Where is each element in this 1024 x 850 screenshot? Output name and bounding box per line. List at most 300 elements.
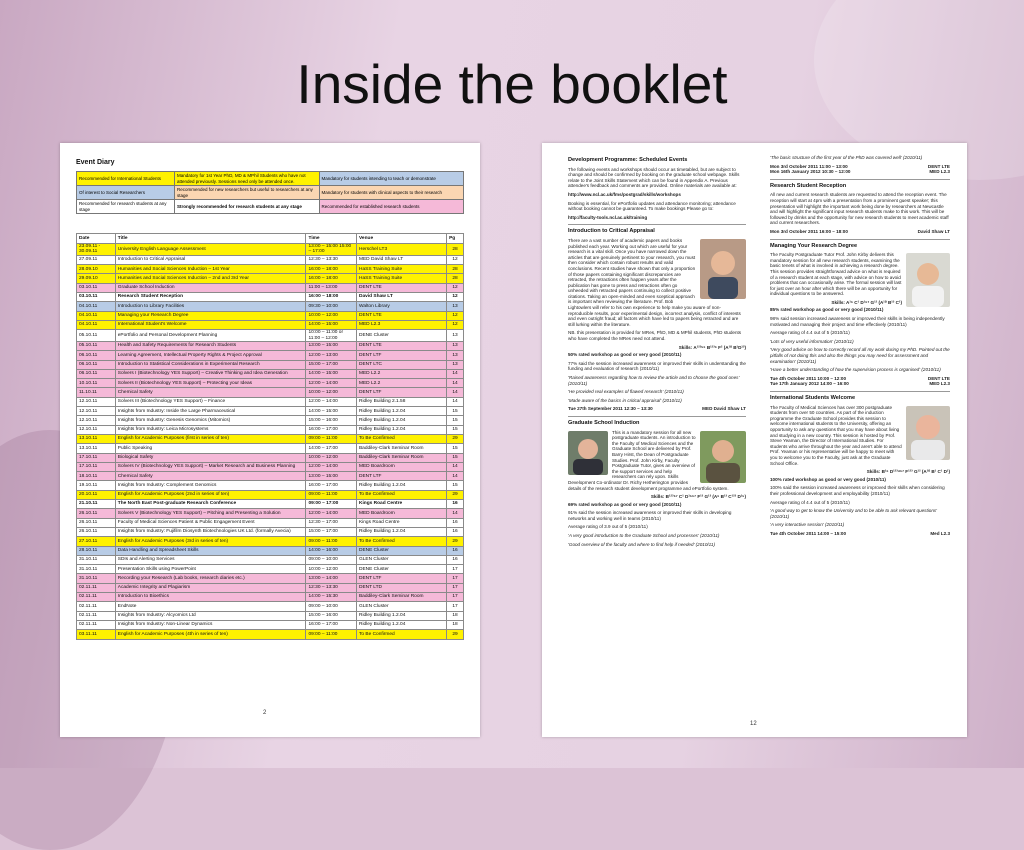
cell-date: 26.10.11	[77, 509, 116, 518]
table-row	[77, 527, 464, 536]
cell-venue: Walton Library	[356, 302, 446, 311]
feedback-quote: 'The basic structure of the first year of the PhD was covered well' (2010/11)	[770, 155, 923, 160]
feedback-quote: 'Have a better understanding of how the supervision process is organised' (2010/11)	[770, 367, 941, 373]
divider	[770, 391, 950, 392]
table-row	[77, 490, 464, 499]
event-venue: Med L2.3	[930, 530, 950, 536]
cell-time: 09:00 – 17:00	[306, 500, 357, 509]
cell-page: 16	[447, 518, 464, 527]
cell-venue: MED Boardroom	[356, 462, 446, 471]
table-row	[77, 351, 464, 360]
event-title-managing-research-degree: Managing Your Research Degree	[770, 242, 858, 249]
cell-time: 12:00 – 14:00	[306, 462, 357, 471]
cell-date: 03.11.11	[77, 630, 116, 639]
event-venue: MED David Shaw LT	[702, 406, 746, 412]
cell-time: 10:00 – 11:00 or 11:00 – 12:00	[306, 330, 357, 342]
cell-title: International Student's Welcome	[115, 320, 306, 329]
cell-page: 14	[447, 509, 464, 518]
legend-cell: Recommended for established research students	[319, 200, 464, 214]
cell-title: Research Student Reception	[115, 293, 306, 302]
cell-page: 28	[447, 274, 464, 283]
event-description: All new and current research students are requested to attend the reception event. The reception will start at 4pm with a presentation from a prominent guest speaker; this presentation will highlight the important work being done by researchers at Newcastle and will highlight the significant input research students make to this work. This will be followed by drinks and the opportunity for new research students to meet academic staff and current researchers.	[770, 192, 949, 226]
cell-time: 12:00 – 14:00	[306, 397, 357, 406]
table-row	[77, 244, 464, 256]
cell-venue: Baddiley-Clark Seminar Room	[356, 453, 446, 462]
cell-title: Learning Agreement, Intellectual Property Rights & Project Approval	[115, 351, 306, 360]
event-description: There are a vast number of academic papers and books published each year. Working out which are useful for your research is a vital skill. Once you have narrowed down the articles that are genuinely pertinent to your research, you must then consider which contain robust results and valid conclusions. Recent studies have shown that only a proportion of those papers containing significant discrepancies are retracted, the retractions often happen years after the publication has gone to press and retractions often go unheeded with retracted papers continuing to collect positive citations. Taking an open-minded and even sceptical approach is important when reviewing the literature. Prof. Bob Lightowlers will refer to his own experience to help make you aware of non-reproducible results, poor experimental design, incorrect analysis, conflict of interests and even outright fraud; all factors which have led to papers being retracted and are still lurking within the literature.	[568, 237, 741, 327]
cell-date: 18.10.11	[77, 472, 116, 481]
cell-title: Graduate School Induction	[115, 283, 306, 292]
cell-page: 29	[447, 434, 464, 443]
cell-title: Insights from Industry: Alcyomics Ltd	[115, 611, 306, 620]
table-row	[77, 283, 464, 292]
table-row	[77, 397, 464, 406]
table-row	[77, 500, 464, 509]
cell-venue: GLEN Cluster	[356, 602, 446, 611]
cell-page: 29	[447, 630, 464, 639]
table-row	[77, 472, 464, 481]
cell-time: 16:00 – 18:00	[306, 293, 357, 302]
page-number: 12	[750, 721, 757, 727]
cell-title: Introduction to Critical Appraisal	[115, 255, 306, 264]
booking-paragraph: Booking is essential, for ePortfolio updates and attendance monitoring; attendance without booking cannot be guaranteed. To make bookings Please go to:	[568, 200, 736, 212]
cell-page: 12	[447, 255, 464, 264]
cell-venue: Ridley Building 2.1.58	[356, 397, 446, 406]
column-header-time: Time	[306, 234, 357, 244]
event-venue: DENT LTE	[927, 163, 950, 169]
cell-date: 19.10.11	[77, 481, 116, 490]
event-venue: MED L2.3	[929, 169, 950, 175]
cell-page: 15	[447, 407, 464, 416]
cell-page: 29	[447, 537, 464, 546]
cell-date: 23.09.11 - 30.09.11	[77, 244, 116, 256]
table-row	[77, 302, 464, 311]
cell-date: 12.10.11	[77, 425, 116, 434]
cell-page: 18	[447, 620, 464, 629]
legend-cell: Recommended for International Students	[77, 172, 175, 186]
cell-date: 05.10.11	[77, 330, 116, 342]
cell-page: 17	[447, 583, 464, 592]
cell-time: 12:30 – 17:00	[306, 518, 357, 527]
cell-title: Introduction to Library Facilities	[115, 302, 306, 311]
cell-date: 31.10.11	[77, 574, 116, 583]
cell-title: University English Language Assessment	[115, 244, 306, 256]
cell-venue: To Be Confirmed	[356, 630, 446, 639]
cell-date: 10.10.11	[77, 379, 116, 388]
cell-page: 15	[447, 416, 464, 425]
table-row	[77, 611, 464, 620]
cell-time: 11:00 – 13:00	[306, 283, 357, 292]
legend-row	[77, 186, 464, 200]
cell-title: Chemical Safety	[115, 388, 306, 397]
cell-page: 13	[447, 342, 464, 351]
cell-time: 14:00 – 16:00	[306, 546, 357, 555]
event-schedule	[770, 381, 950, 387]
cell-title: ePortfolio and Personal Development Planning	[115, 330, 306, 342]
cell-title: Solvers II (Biotechnology YES Support) – Protecting your Ideas	[115, 379, 306, 388]
cell-time: 12:00 – 14:00	[306, 379, 357, 388]
cell-time: 09:00 – 11:00	[306, 630, 357, 639]
cell-venue: MED David Shaw LT	[356, 255, 446, 264]
cell-title: Academic Integrity and Plagiarism	[115, 583, 306, 592]
cell-time: 16:00 – 17:00	[306, 425, 357, 434]
intro-paragraph: The following events and workshops should occur as timetabled, but are subject to change and should be confirmed by booking on the graduate school webpage. Skills relate to the Joint Skills Statement which can be found in Appendix A. Previous attendee's feedback and comments are provided. Online materials are available at:	[568, 166, 740, 189]
cell-title: Presentation Skills using PowerPoint	[115, 565, 306, 574]
cell-title: Health and Safety Requirements for Research Students	[115, 342, 306, 351]
feedback-quote: 'A very interactive session' (2010/11)	[770, 522, 845, 528]
left-column	[568, 155, 746, 550]
table-row	[77, 546, 464, 555]
cell-date: 04.10.11	[77, 302, 116, 311]
event-date: Mon 16th January 2012 10:30 – 12:00	[770, 169, 851, 175]
cell-date: 17.10.11	[77, 462, 116, 471]
feedback-rating: 85% rated workshop as good or very good (2010/11)	[770, 307, 884, 313]
cell-title: Humanities and Social Sciences Induction – 1st Year	[115, 265, 306, 274]
table-row	[77, 369, 464, 378]
cell-page: 14	[447, 369, 464, 378]
cell-venue: To Be Confirmed	[356, 434, 446, 443]
table-row	[77, 453, 464, 462]
cell-page: 13	[447, 360, 464, 369]
cell-date: 05.10.11	[77, 342, 116, 351]
feedback-quote: 'He provided real examples of flawed research' (2010/11)	[568, 389, 684, 395]
cell-time: 09:00 – 11:00	[306, 434, 357, 443]
legend-cell: Mandatory for 1st Year PhD, MD & MPhil Students who have not attended previously. Sessions need only be attended once.	[175, 172, 319, 186]
table-row	[77, 265, 464, 274]
cell-time: 13:00 – 15:00	[306, 472, 357, 481]
cell-time: 09:00 – 10:00	[306, 555, 357, 564]
cell-date: 06.10.11	[77, 360, 116, 369]
cell-date: 21.10.11	[77, 500, 116, 509]
cell-page: 16	[447, 500, 464, 509]
cell-title: Insights from Industry: Leica Microsystems	[115, 425, 306, 434]
cell-time: 09:00 – 11:00	[306, 490, 357, 499]
table-row	[77, 620, 464, 629]
cell-time: 15:00 – 17:00	[306, 527, 357, 536]
table-row	[77, 293, 464, 302]
feedback-quote: 'A good way to get to know the University and to be able to ask relevant questions' (2010/11)	[770, 508, 938, 519]
table-row	[77, 565, 464, 574]
cell-time: 15:00 – 17:00	[306, 360, 357, 369]
cell-page: 15	[447, 444, 464, 453]
table-row	[77, 537, 464, 546]
table-row	[77, 518, 464, 527]
cell-page: 14	[447, 472, 464, 481]
legend-cell: Recommended for new researchers but useful to researchers at any stage	[175, 186, 319, 200]
feedback-rating: 100% rated workshop as good or very good (2010/11)	[770, 476, 886, 482]
cell-time: 16:00 – 17:00	[306, 481, 357, 490]
workshops-url: http://www.ncl.ac.uk/fms/postgrad/skills/workshops	[568, 191, 681, 197]
cell-venue: David Shaw LT	[356, 293, 446, 302]
table-row	[77, 311, 464, 320]
divider	[568, 416, 746, 417]
table-row	[77, 330, 464, 342]
column-header-title: Title	[115, 234, 306, 244]
skills-codes: Skills: A¹⁶ C¹ D¹⁶⁷ G¹² (A¹⁰ B¹³ C¹)	[831, 299, 902, 305]
event-title-research-reception: Research Student Reception	[770, 182, 847, 189]
cell-title: Biological Safety	[115, 453, 306, 462]
table-row	[77, 444, 464, 453]
cell-title: Insights from Industry: Genesis Genomics (Mitomics)	[115, 416, 306, 425]
cell-venue: DENT LTC	[356, 360, 446, 369]
column-header-date: Date	[77, 234, 116, 244]
legend-cell: Of interest to Social Researchers	[77, 186, 175, 200]
table-header-row	[77, 234, 464, 244]
cell-title: Insights from Industry: Inside the Large Pharmaceutical	[115, 407, 306, 416]
cell-time: 14:00 – 15:00	[306, 369, 357, 378]
feedback-average: Average rating of 4.4 out of 5 (2010/11)	[770, 499, 850, 505]
cell-venue: MED L2.3	[356, 320, 446, 329]
cell-venue: Ridley Building 1.2.04	[356, 416, 446, 425]
cell-time: 15:00 – 16:00	[306, 611, 357, 620]
cell-date: 02.11.11	[77, 593, 116, 602]
cell-page: 12	[447, 320, 464, 329]
skills-codes: Skills: B¹⁶ D¹²³⁴⁶⁷ F¹²³ G¹² (A¹⁰ B¹ C¹ D¹)	[866, 469, 950, 475]
cell-venue: Ridley Building 1.2.04	[356, 611, 446, 620]
column-header-page: Pg	[447, 234, 464, 244]
event-date: Tue 4th October 2011 10:00 – 12:00	[770, 375, 847, 381]
cell-date: 11.10.11	[77, 388, 116, 397]
cell-date: 03.10.11	[77, 293, 116, 302]
cell-date: 31.10.11	[77, 555, 116, 564]
event-note: NB. this presentation is provided for MRes, PhD, MD & MPhil students, PhD students who have completed the MRes need not attend.	[568, 330, 742, 342]
cell-venue: DENT LTF	[356, 388, 446, 397]
event-date: Tue 4th October 2011 14:00 – 15:00	[770, 530, 847, 536]
event-schedule	[770, 531, 950, 537]
event-schedule	[568, 406, 746, 412]
divider	[770, 239, 950, 240]
cell-page: 15	[447, 481, 464, 490]
cell-page: 14	[447, 397, 464, 406]
legend-row	[77, 172, 464, 186]
skills-codes: Skills: A¹²³⁵⁶ B¹²³⁶ F² (A¹⁰ B¹D¹³)	[678, 344, 746, 350]
cell-page: 12	[447, 283, 464, 292]
cell-date: 27.09.11	[77, 255, 116, 264]
event-title-critical-appraisal: Introduction to Critical Appraisal	[568, 228, 655, 235]
cell-date: 28.09.10	[77, 265, 116, 274]
cell-page: 18	[447, 611, 464, 620]
cell-date: 06.10.11	[77, 369, 116, 378]
cell-page: 13	[447, 330, 464, 342]
feedback-average: Average rating of 4.4 out of 5 (2010/11)	[770, 330, 850, 336]
cell-title: Humanities and Social Sciences Induction – 2nd and 3rd Year	[115, 274, 306, 283]
table-row	[77, 509, 464, 518]
cell-venue: DENT LTF	[356, 574, 446, 583]
cell-time: 10:00 – 12:00	[306, 388, 357, 397]
cell-time: 12:00 – 13:00	[306, 351, 357, 360]
event-description: This is a mandatory session for all new postgraduate students. An introduction to the Faculty of Medical Sciences and the Graduate School are delivered by Prof. Barry Hirst, the Dean of Postgraduate Studies. Prof. John Kirby, Faculty Postgraduate Tutor, gives an overview of the support services and help researchers can rely upon. Skills Development Co-ordinator Dr. Richy Hetherington provides details of the research student development programme and ePortfolio system.	[568, 429, 729, 491]
cell-page: 17	[447, 602, 464, 611]
table-row	[77, 379, 464, 388]
feedback-quote: 'Raised awareness regarding how to review the article and to choose the good ones' (2010/11)	[568, 375, 740, 386]
booklet-page-scheduled-events	[542, 143, 967, 737]
cell-venue: Kings Road Centre	[356, 500, 446, 509]
cell-venue: Ridley Building 1.2.04	[356, 407, 446, 416]
feedback-stat: 77% said the session increased awareness or improved their skills in understanding the funding and evaluation of research (2010/11)	[568, 360, 746, 372]
cell-title: Insights from Industry: Complement Genomics	[115, 481, 306, 490]
cell-title: Public Speaking	[115, 444, 306, 453]
cell-title: EndNote	[115, 602, 306, 611]
cell-page: 17	[447, 593, 464, 602]
cell-page: 28	[447, 244, 464, 256]
cell-page: 13	[447, 302, 464, 311]
page-number: 2	[263, 710, 267, 716]
cell-time: 16:00 – 18:00	[306, 274, 357, 283]
cell-venue: DENT LTE	[356, 283, 446, 292]
cell-date: 26.10.11	[77, 518, 116, 527]
table-row	[77, 462, 464, 471]
table-row	[77, 602, 464, 611]
cell-title: Recording your Research (Lab books, research diaries etc.)	[115, 574, 306, 583]
cell-venue: HaSS Training Suite	[356, 274, 446, 283]
event-date: Mon 3rd October 2011 11:00 – 13:00	[770, 163, 848, 169]
cell-venue: Ridley Building 1.2.04	[356, 620, 446, 629]
speaker-photo-john-kirby	[700, 431, 746, 483]
table-row	[77, 274, 464, 283]
legend-cell: Mandatory for students intending to teach or demonstrate	[319, 172, 464, 186]
legend-cell: Recommended for research students at any stage	[77, 200, 175, 214]
cell-time: 10:00 – 12:00	[306, 565, 357, 574]
cell-title: English for Academic Purposes (3rd in series of ten)	[115, 537, 306, 546]
table-row	[77, 255, 464, 264]
cell-page: 17	[447, 565, 464, 574]
skills-codes: Skills: B¹²³⁵⁷ C¹ D¹⁵⁶⁷ F¹³ G¹³ (A⁶ B¹³ C¹²³ D¹⁵)	[650, 494, 746, 500]
cell-title: English for Academic Purposes (4th in series of ten)	[115, 630, 306, 639]
cell-page: 15	[447, 453, 464, 462]
event-schedule	[770, 229, 950, 235]
table-row	[77, 593, 464, 602]
cell-page: 16	[447, 527, 464, 536]
cell-time: 10:00 – 12:00	[306, 453, 357, 462]
cell-title: SDIs and Alerting Services	[115, 555, 306, 564]
speaker-photo-john-kirby	[906, 253, 950, 307]
cell-venue: MED L2.2	[356, 369, 446, 378]
cell-venue: DENE Cluster	[356, 330, 446, 342]
feedback-quote: 'Very good advice on how to correctly record all my work during my PhD. Pointed out the pitfalls of not doing this and also the things you may need for assessment and examination' (2010/11)	[770, 347, 950, 364]
table-row	[77, 342, 464, 351]
cell-time: 15:00 – 16:00	[306, 416, 357, 425]
cell-title: Insights from Industry: Non-Linear Dynamics	[115, 620, 306, 629]
cell-venue: Baddiley-Clark Seminar Room	[356, 444, 446, 453]
cell-title: Data Handling and Spreadsheet Skills	[115, 546, 306, 555]
cell-time: 09:00 – 10:00	[306, 602, 357, 611]
cell-date: 04.10.11	[77, 311, 116, 320]
event-title-international-welcome: International Students Welcome	[770, 395, 856, 401]
cell-title: Introduction to Bioethics	[115, 593, 306, 602]
cell-title: Solvers V (Biotechnology YES Support) – Pitching and Presenting a Solution	[115, 509, 306, 518]
speaker-photo-richy-hetherington	[568, 431, 608, 475]
cell-date: 31.10.11	[77, 565, 116, 574]
table-row	[77, 630, 464, 639]
cell-page: 29	[447, 490, 464, 499]
cell-venue: DENT LTE	[356, 311, 446, 320]
cell-time: 16:00 – 17:00	[306, 620, 357, 629]
cell-time: 12:30 – 13:30	[306, 255, 357, 264]
cell-venue: DENE Cluster	[356, 565, 446, 574]
event-diary-heading: Event Diary	[76, 159, 115, 166]
cell-time: 16:00 – 18:00	[306, 265, 357, 274]
cell-time: 10:00 – 12:00	[306, 311, 357, 320]
cell-page: 14	[447, 388, 464, 397]
cell-time: 09:00 – 11:00	[306, 537, 357, 546]
cell-time: 12:00 – 14:00	[306, 509, 357, 518]
cell-title: Managing your Research Degree	[115, 311, 306, 320]
slide-title: Inside the booklet	[296, 53, 728, 115]
cell-page: 16	[447, 546, 464, 555]
cell-date: 06.10.11	[77, 351, 116, 360]
table-row	[77, 481, 464, 490]
cell-venue: HaSS Training Suite	[356, 265, 446, 274]
cell-title: Insights from Industry: Fujifilm Diosynth Biotechnologies UK Ltd. (formally Avecia)	[115, 527, 306, 536]
right-column	[770, 155, 950, 536]
feedback-rating: 50% rated workshop as good or very good (2010/11)	[568, 352, 682, 358]
feedback-average: Average rating of 3.9 out of 5 (2010/11)	[568, 524, 648, 530]
speaker-photo-steve-yeaman	[906, 406, 950, 460]
cell-date: 26.10.11	[77, 527, 116, 536]
cell-title: Chemical Safety	[115, 472, 306, 481]
cell-venue: MED Boardroom	[356, 509, 446, 518]
event-diary-table	[76, 233, 464, 640]
cell-date: 03.10.11	[77, 283, 116, 292]
legend-cell: Mandatory for students with clinical aspects to their research	[319, 186, 464, 200]
legend-cell: Strongly recommended for research students at any stage	[175, 200, 319, 214]
cell-title: English for Academic Purposes (2nd in series of ten)	[115, 490, 306, 499]
table-row	[77, 360, 464, 369]
cell-date: 27.10.11	[77, 537, 116, 546]
cell-page: 12	[447, 293, 464, 302]
cell-date: 12.10.11	[77, 416, 116, 425]
cell-time: 12:30 – 13:30	[306, 583, 357, 592]
feedback-quote: 'Good overview of the faculty and where to find help if needed' (2010/11)	[568, 541, 715, 547]
cell-date: 12.10.11	[77, 407, 116, 416]
cell-venue: To Be Confirmed	[356, 490, 446, 499]
feedback-stat: 100% said the session increased awareness or improved their skills when considering their professional development and employability (2010/11)	[770, 485, 945, 496]
speaker-photo-bob-lightowlers	[700, 239, 746, 299]
cell-title: The North East Post-graduate Research Conference	[115, 500, 306, 509]
table-row	[77, 434, 464, 443]
divider	[568, 224, 746, 225]
cell-date: 29.09.10	[77, 274, 116, 283]
cell-date: 13.10.11	[77, 434, 116, 443]
cell-time: 13:00 – 15:00 15:00 – 17:00	[306, 244, 357, 256]
table-row	[77, 583, 464, 592]
event-description: The Faculty Postgraduate Tutor Prof. John Kirby delivers this mandatory session for all new research students, examining the basic tenets of what is involved in achieving a research degree. This session provides straightforward advice on what is required of a research student at each stage, with advice on how to avoid problems that can occasionally arise. The formal session will last for just over an hour after which there will be an opportunity for individual questions to be answered.	[770, 252, 902, 297]
event-description: The Faculty of Medical Sciences has over 300 postgraduate students from over 50 countries. As part of the induction programme the Graduate School provides this session to welcome international students to the University, offering an opportunity to ask any questions that you may have about living and studying in a new country. This session is hosted by Prof. Steve Yeaman, the Director of International Studies. For students who arrive throughout the year and aren't able to attend Prof. Yeaman or his representative will be happy to meet with you to welcome you to the Faculty, just ask at the Graduate School Office.	[770, 404, 902, 466]
cell-venue: Kings Road Centre	[356, 518, 446, 527]
cell-time: 13:00 – 14:00	[306, 574, 357, 583]
table-row	[77, 555, 464, 564]
cell-page: 12	[447, 311, 464, 320]
cell-venue: Ridley Building 1.2.04	[356, 425, 446, 434]
cell-page: 16	[447, 555, 464, 564]
event-date: Tue 27th September 2011 12:30 – 13:30	[568, 406, 653, 412]
cell-title: Faculty of Medical Sciences Patient & Public Engagement Event	[115, 518, 306, 527]
event-venue: DENT LTE	[927, 375, 950, 381]
event-date: Tue 17th January 2012 14:00 – 16:00	[770, 381, 849, 387]
event-venue: MED L2.3	[929, 381, 950, 387]
cell-venue: DENT LTD	[356, 583, 446, 592]
cell-time: 14:00 – 15:30	[306, 593, 357, 602]
cell-date: 20.10.11	[77, 490, 116, 499]
cell-page: 14	[447, 462, 464, 471]
cell-venue: MED L2.2	[356, 379, 446, 388]
event-date: Mon 3rd October 2011 16:00 – 18:00	[770, 228, 848, 234]
cell-venue: DENT LTF	[356, 472, 446, 481]
cell-venue: Ridley Building 1.2.04	[356, 481, 446, 490]
table-row	[77, 574, 464, 583]
cell-date: 04.10.11	[77, 320, 116, 329]
cell-venue: GLEN Cluster	[356, 555, 446, 564]
